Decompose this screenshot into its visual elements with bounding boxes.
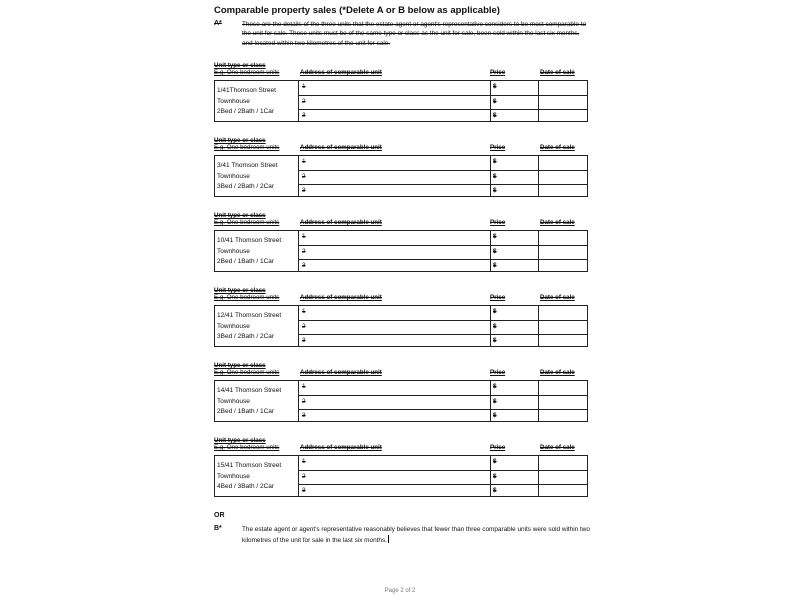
- price-symbol: $: [493, 323, 497, 330]
- price-header: Price: [490, 144, 506, 151]
- price-cell[interactable]: [491, 471, 539, 484]
- price-symbol: $: [493, 308, 497, 315]
- price-header: Price: [490, 69, 506, 76]
- unit-description-cell[interactable]: [215, 456, 299, 496]
- unit-address: 12/41 Thomson Street: [217, 312, 282, 319]
- price-symbol: $: [493, 412, 497, 419]
- date-cell[interactable]: [539, 485, 587, 496]
- row-number: 1: [302, 458, 306, 465]
- unit-type-example: E.g. One bedroom units: [214, 294, 280, 301]
- address-cell[interactable]: [299, 381, 491, 395]
- block-header: [214, 137, 588, 155]
- unit-address: 15/41 Thomson Street: [217, 462, 282, 469]
- date-cell[interactable]: [539, 321, 587, 334]
- price-cell[interactable]: [491, 485, 539, 496]
- price-symbol: $: [493, 337, 497, 344]
- table-row: [299, 184, 587, 196]
- date-cell[interactable]: [539, 246, 587, 259]
- address-cell[interactable]: [299, 456, 491, 470]
- unit-type-header: Unit type or class: [214, 362, 266, 369]
- row-number: 2: [302, 473, 306, 480]
- row-number: 2: [302, 98, 306, 105]
- price-cell[interactable]: [491, 260, 539, 271]
- date-header: Date of sale: [540, 69, 575, 76]
- address-cell[interactable]: [299, 485, 491, 496]
- unit-type-example: E.g. One bedroom units: [214, 444, 280, 451]
- price-symbol: $: [493, 487, 497, 494]
- table-row: [299, 156, 587, 170]
- comparable-block: [214, 212, 588, 272]
- unit-type: Townhouse: [217, 97, 250, 105]
- option-a-text: These are the details of the three units that the estate agent or agent's representative considers to be most comparable to the unit for sale. These units must be of the same type or class as the unit for sale, been sold within the last six months, and located within two kilometres of the unit for sale.: [242, 21, 587, 47]
- unit-type-example: E.g. One bedroom units: [214, 69, 280, 76]
- table-row: [299, 470, 587, 484]
- price-symbol: $: [493, 248, 497, 255]
- price-symbol: $: [493, 398, 497, 405]
- row-number: 2: [302, 173, 306, 180]
- row-number: 1: [302, 308, 306, 315]
- price-symbol: $: [493, 187, 497, 194]
- address-cell[interactable]: [299, 306, 491, 320]
- address-cell[interactable]: [299, 156, 491, 170]
- unit-config: 2Bed / 1Bath / 1Car: [217, 258, 275, 265]
- unit-type: Townhouse: [217, 247, 250, 255]
- price-symbol: $: [493, 262, 497, 269]
- price-cell[interactable]: [491, 321, 539, 334]
- table-row: [299, 81, 587, 95]
- address-header: Address of comparable unit: [300, 219, 382, 226]
- unit-type-header: Unit type or class: [214, 137, 266, 144]
- option-a-label: A*: [214, 20, 222, 27]
- price-symbol: $: [493, 173, 497, 180]
- table-row: [299, 320, 587, 334]
- address-cell[interactable]: [299, 81, 491, 95]
- unit-type: Townhouse: [217, 472, 250, 480]
- date-cell[interactable]: [539, 306, 587, 320]
- block-header: [214, 287, 588, 305]
- row-number: 3: [302, 187, 306, 194]
- row-number: 3: [302, 412, 306, 419]
- table-row: [299, 245, 587, 259]
- row-number: 1: [302, 383, 306, 390]
- address-cell[interactable]: [299, 171, 491, 184]
- address-header: Address of comparable unit: [300, 69, 382, 76]
- address-cell[interactable]: [299, 246, 491, 259]
- date-cell[interactable]: [539, 96, 587, 109]
- unit-address: 3/41 Thomson Street: [217, 162, 278, 169]
- price-symbol: $: [493, 458, 497, 465]
- or-label: OR: [214, 512, 225, 519]
- row-number: 3: [302, 262, 306, 269]
- unit-description-cell[interactable]: [215, 81, 299, 121]
- comparable-block: [214, 362, 588, 422]
- date-cell[interactable]: [539, 260, 587, 271]
- table-row: [299, 231, 587, 245]
- unit-type-example: E.g. One bedroom units: [214, 144, 280, 151]
- date-header: Date of sale: [540, 369, 575, 376]
- row-number: 1: [302, 233, 306, 240]
- address-cell[interactable]: [299, 185, 491, 196]
- table-row: [299, 259, 587, 271]
- price-cell[interactable]: [491, 335, 539, 346]
- unit-config: 3Bed / 2Bath / 2Car: [217, 183, 275, 190]
- comparable-block: [214, 137, 588, 197]
- row-number: 3: [302, 337, 306, 344]
- address-cell[interactable]: [299, 231, 491, 245]
- unit-address: 10/41 Thomson Street: [217, 237, 282, 244]
- price-symbol: $: [493, 383, 497, 390]
- row-number: 2: [302, 248, 306, 255]
- unit-type-example: E.g. One bedroom units: [214, 219, 280, 226]
- block-header: [214, 362, 588, 380]
- date-cell[interactable]: [539, 456, 587, 470]
- comparable-table: [214, 305, 588, 347]
- date-cell[interactable]: [539, 410, 587, 421]
- row-number: 2: [302, 398, 306, 405]
- unit-address: 1/41Thomson Street: [217, 87, 276, 94]
- unit-type-header: Unit type or class: [214, 212, 266, 219]
- row-number: 1: [302, 83, 306, 90]
- unit-config: 2Bed / 2Bath / 1Car: [217, 108, 275, 115]
- table-row: [299, 334, 587, 346]
- address-cell[interactable]: [299, 96, 491, 109]
- unit-config: 2Bed / 1Bath / 1Car: [217, 408, 275, 415]
- date-cell[interactable]: [539, 110, 587, 121]
- date-cell[interactable]: [539, 335, 587, 346]
- price-cell[interactable]: [491, 96, 539, 109]
- page-footer: Page 2 of 2: [384, 588, 416, 594]
- table-row: [299, 170, 587, 184]
- price-cell[interactable]: [491, 185, 539, 196]
- option-b-text-content: The estate agent or agent's representative reasonably believes that fewer than three comparable units were sold within two kilometres of the unit for sale in the last six months.: [242, 526, 590, 544]
- unit-description-cell[interactable]: [215, 306, 299, 346]
- table-row: [299, 306, 587, 320]
- block-header: [214, 437, 588, 455]
- address-cell[interactable]: [299, 110, 491, 121]
- date-header: Date of sale: [540, 294, 575, 301]
- unit-type: Townhouse: [217, 322, 250, 330]
- block-header: [214, 62, 588, 80]
- comparable-table: [214, 80, 588, 122]
- date-cell[interactable]: [539, 185, 587, 196]
- unit-description-cell[interactable]: [215, 381, 299, 421]
- date-cell[interactable]: [539, 231, 587, 245]
- table-row: [299, 395, 587, 409]
- unit-type: Townhouse: [217, 172, 250, 180]
- row-number: 3: [302, 487, 306, 494]
- row-number: 3: [302, 112, 306, 119]
- date-cell[interactable]: [539, 81, 587, 95]
- price-header: Price: [490, 294, 506, 301]
- row-number: 2: [302, 323, 306, 330]
- price-symbol: $: [493, 98, 497, 105]
- table-row: [299, 95, 587, 109]
- price-cell[interactable]: [491, 156, 539, 170]
- price-symbol: $: [493, 112, 497, 119]
- unit-type-header: Unit type or class: [214, 287, 266, 294]
- unit-config: 4Bed / 3Bath / 2Car: [217, 483, 275, 490]
- text-cursor: [388, 535, 389, 543]
- price-cell[interactable]: [491, 81, 539, 95]
- price-cell[interactable]: [491, 231, 539, 245]
- address-header: Address of comparable unit: [300, 294, 382, 301]
- date-header: Date of sale: [540, 219, 575, 226]
- price-cell[interactable]: [491, 306, 539, 320]
- table-row: [299, 409, 587, 421]
- comparable-table: [214, 455, 588, 497]
- unit-description-cell[interactable]: [215, 156, 299, 196]
- comparable-block: [214, 437, 588, 497]
- date-header: Date of sale: [540, 144, 575, 151]
- price-cell[interactable]: [491, 456, 539, 470]
- date-cell[interactable]: [539, 156, 587, 170]
- unit-description-cell[interactable]: [215, 231, 299, 271]
- price-header: Price: [490, 369, 506, 376]
- price-cell[interactable]: [491, 410, 539, 421]
- price-symbol: $: [493, 158, 497, 165]
- date-cell[interactable]: [539, 396, 587, 409]
- page-title: Comparable property sales (*Delete A or B below as applicable): [214, 5, 500, 16]
- price-cell[interactable]: [491, 246, 539, 259]
- date-cell[interactable]: [539, 381, 587, 395]
- address-cell[interactable]: [299, 396, 491, 409]
- date-cell[interactable]: [539, 471, 587, 484]
- unit-config: 3Bed / 2Bath / 2Car: [217, 333, 275, 340]
- unit-type-header: Unit type or class: [214, 62, 266, 69]
- option-b-text[interactable]: [242, 525, 592, 546]
- address-cell[interactable]: [299, 410, 491, 421]
- price-cell[interactable]: [491, 381, 539, 395]
- comparable-table: [214, 380, 588, 422]
- table-row: [299, 456, 587, 470]
- table-row: [299, 109, 587, 121]
- unit-address: 14/41 Thomson Street: [217, 387, 282, 394]
- address-header: Address of comparable unit: [300, 444, 382, 451]
- unit-type-header: Unit type or class: [214, 437, 266, 444]
- comparable-block: [214, 287, 588, 347]
- address-cell[interactable]: [299, 471, 491, 484]
- unit-type: Townhouse: [217, 397, 250, 405]
- price-symbol: $: [493, 473, 497, 480]
- row-number: 1: [302, 158, 306, 165]
- table-row: [299, 381, 587, 395]
- address-cell[interactable]: [299, 260, 491, 271]
- address-header: Address of comparable unit: [300, 369, 382, 376]
- price-cell[interactable]: [491, 396, 539, 409]
- date-header: Date of sale: [540, 444, 575, 451]
- table-row: [299, 484, 587, 496]
- price-symbol: $: [493, 83, 497, 90]
- price-cell[interactable]: [491, 110, 539, 121]
- comparable-block: [214, 62, 588, 122]
- unit-type-example: E.g. One bedroom units: [214, 369, 280, 376]
- price-header: Price: [490, 444, 506, 451]
- block-header: [214, 212, 588, 230]
- address-header: Address of comparable unit: [300, 144, 382, 151]
- address-cell[interactable]: [299, 335, 491, 346]
- price-symbol: $: [493, 233, 497, 240]
- comparable-table: [214, 155, 588, 197]
- address-cell[interactable]: [299, 321, 491, 334]
- comparable-table: [214, 230, 588, 272]
- date-cell[interactable]: [539, 171, 587, 184]
- price-header: Price: [490, 219, 506, 226]
- option-b-label: B*: [214, 525, 222, 532]
- price-cell[interactable]: [491, 171, 539, 184]
